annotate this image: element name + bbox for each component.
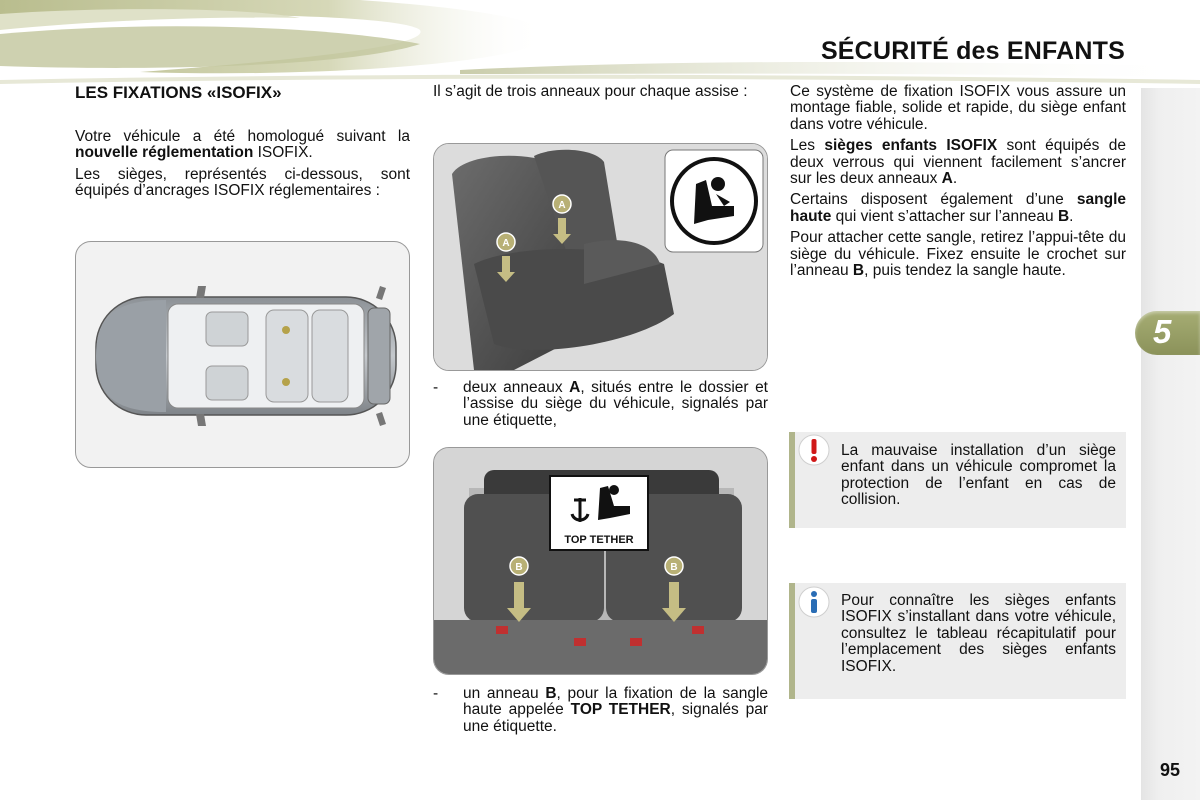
text-run: Votre véhicule a été homologué suivant la xyxy=(75,128,410,145)
bold-run: B xyxy=(852,262,865,280)
warning-text: La mauvaise installation d’un siège enfant dans un véhicule compromet la protection de l’enfant en cas de collision. xyxy=(841,442,1116,509)
text-run: , pour la fixation de la sangle haute appelée xyxy=(463,685,769,719)
warning-icon xyxy=(798,434,830,466)
info-text: Pour connaître les sièges enfants ISOFIX s’installant dans votre véhicule, consultez le tableau récapitulatif pour l’emplacement des sièges enfants ISOFIX. xyxy=(841,592,1116,675)
ring-b-label-2: B xyxy=(670,562,678,573)
bullet-text xyxy=(463,686,768,735)
text-run: , situés entre le dossier et l’assise du siège du véhicule, signalés par une étiquette, xyxy=(463,379,768,429)
paragraph-top-strap xyxy=(790,192,1126,225)
middle-column xyxy=(433,84,768,105)
page-title: SÉCURITÉ des ENFANTS xyxy=(820,37,1125,65)
bullet-dash: - xyxy=(433,685,439,702)
page-number: 95 xyxy=(1160,760,1181,780)
chapter-side-band xyxy=(1141,88,1200,800)
trunk-illustration xyxy=(434,448,768,675)
paragraph-attach-strap xyxy=(790,230,1126,279)
paragraph-isofix-seats xyxy=(790,138,1126,187)
bullet-ring-b xyxy=(433,686,768,735)
bold-run: B xyxy=(545,685,557,702)
text-run: sont équipés de deux verrous qui viennent facilement s’ancrer sur les deux anneaux xyxy=(790,137,1126,188)
text-run: ISOFIX. xyxy=(253,144,313,162)
section-heading: LES FIXATIONS «ISOFIX» xyxy=(75,83,282,102)
ring-b-label-1: B xyxy=(515,562,523,573)
text-run: , signalés par une étiquette. xyxy=(463,701,768,735)
ring-a-label-1: A xyxy=(502,238,510,249)
bullet-text xyxy=(463,380,768,429)
paragraph-three-rings: Il s’agit de trois anneaux pour chaque assise : xyxy=(433,83,748,100)
bold-run: A xyxy=(569,379,581,396)
bold-run: sièges enfants ISOFIX xyxy=(824,137,998,155)
text-run: , puis tendez la sangle haute. xyxy=(864,262,1066,280)
bold-run: sangle haute xyxy=(790,191,1126,225)
info-icon xyxy=(798,586,830,618)
bullet-dash: - xyxy=(433,379,439,396)
info-note xyxy=(789,583,1126,699)
bullet-rings-a xyxy=(433,380,768,429)
text-run: Pour attacher cette sangle, retirez l’appui-tête du siège du véhicule. Fixez ensuite le crochet sur l’anneau xyxy=(790,229,1126,280)
right-column xyxy=(790,84,1126,284)
ring-a-label-2: A xyxy=(558,200,566,211)
text-run: deux anneaux xyxy=(463,379,570,396)
car-top-view-illustration xyxy=(76,242,410,468)
trunk-image xyxy=(433,447,768,675)
car-top-view-image xyxy=(75,241,410,468)
warning-note xyxy=(789,432,1126,528)
text-run: . xyxy=(1069,207,1074,225)
top-tether-label: TOP TETHER xyxy=(564,534,634,546)
chapter-number: 5 xyxy=(1153,313,1172,350)
rear-seat-image xyxy=(433,143,768,371)
paragraph-anchors: Les sièges, représentés ci-dessous, sont équipés d’ancrages ISOFIX réglementaires : xyxy=(75,165,410,200)
paragraph-system: Ce système de fixation ISOFIX vous assure un montage fiable, solide et rapide, du siège enfant dans votre véhicule. xyxy=(790,83,1126,133)
bold-run: A xyxy=(941,170,953,188)
text-run: Certains disposent également d’une xyxy=(790,191,1077,209)
text-run: un anneau xyxy=(463,685,546,702)
bold-run: B xyxy=(1057,207,1070,225)
left-column xyxy=(75,83,410,205)
text-run: Les xyxy=(790,137,825,155)
paragraph-homologation xyxy=(75,129,410,162)
rear-seat-illustration xyxy=(434,144,768,371)
text-run: qui vient s’attacher sur l’anneau xyxy=(831,207,1058,225)
bold-run: nouvelle réglementation xyxy=(75,144,254,162)
bold-run: TOP TETHER xyxy=(570,701,671,719)
text-run: . xyxy=(952,170,958,188)
